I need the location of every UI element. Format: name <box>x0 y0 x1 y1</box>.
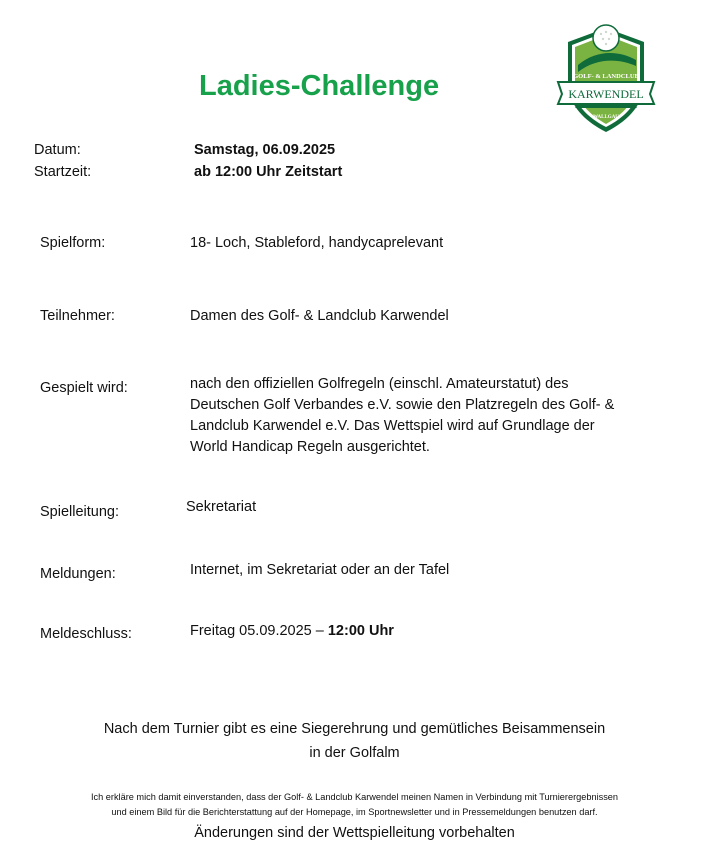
gespielt-label: Gespielt wird: <box>40 380 128 396</box>
closing-line-2: in der Golfalm <box>309 745 400 761</box>
meldeschluss-value <box>190 621 394 641</box>
disclaimer-line-1: Ich erkläre mich damit einverstanden, dass der Golf- & Landclub Karwendel meinen Namen in Verbindung mit Turnierergebnissen <box>90 792 619 802</box>
meldungen-label: Meldungen: <box>40 566 116 582</box>
disclaimer-line-2: und einem Bild für die Berichterstattung auf der Homepage, im Sportnewsletter und in Pressemeldungen benutzen darf. <box>111 807 598 817</box>
footer-note: Änderungen sind der Wettspielleitung vorbehalten <box>194 825 515 841</box>
club-logo <box>556 20 656 135</box>
gespielt-line: nach den offiziellen Golfregeln (einschl. Amateurstatut) des <box>190 376 569 392</box>
gespielt-line: World Handicap Regeln ausgerichtet. <box>190 439 430 455</box>
datum-value: Samstag, 06.09.2025 <box>194 142 336 158</box>
spielform-label: Spielform: <box>40 235 106 251</box>
teilnehmer-value: Damen des Golf- & Landclub Karwendel <box>190 308 449 324</box>
logo-line1: GOLF- & LANDCLUB <box>573 73 639 80</box>
startzeit-value: ab 12:00 Uhr Zeitstart <box>194 164 343 180</box>
meldungen-value: Internet, im Sekretariat oder an der Tafel <box>190 562 450 578</box>
meldeschluss-label: Meldeschluss: <box>40 626 132 642</box>
teilnehmer-label: Teilnehmer: <box>40 308 115 324</box>
meldeschluss-time: 12:00 Uhr <box>327 623 394 639</box>
spielleitung-value: Sekretariat <box>186 499 257 515</box>
closing-line-1: Nach dem Turnier gibt es eine Siegerehrung und gemütliches Beisammensein <box>103 721 606 737</box>
gespielt-line: Landclub Karwendel e.V. Das Wettspiel wird auf Grundlage der <box>190 418 595 434</box>
spielform-value: 18- Loch, Stableford, handycaprelevant <box>190 235 444 251</box>
spielleitung-label: Spielleitung: <box>40 504 119 520</box>
meldeschluss-date: Freitag 05.09.2025 – <box>190 623 328 639</box>
page-title: Ladies-Challenge <box>199 70 440 102</box>
logo-line2: KARWENDEL <box>568 87 644 101</box>
startzeit-label: Startzeit: <box>34 164 92 180</box>
gespielt-line: Deutschen Golf Verbandes e.V. sowie den Platzregeln des Golf- & <box>190 397 615 413</box>
golf-ball-icon <box>593 25 619 51</box>
datum-label: Datum: <box>34 142 81 158</box>
gespielt-paragraph <box>190 374 660 458</box>
logo-line3: WALLGAU <box>593 115 619 120</box>
